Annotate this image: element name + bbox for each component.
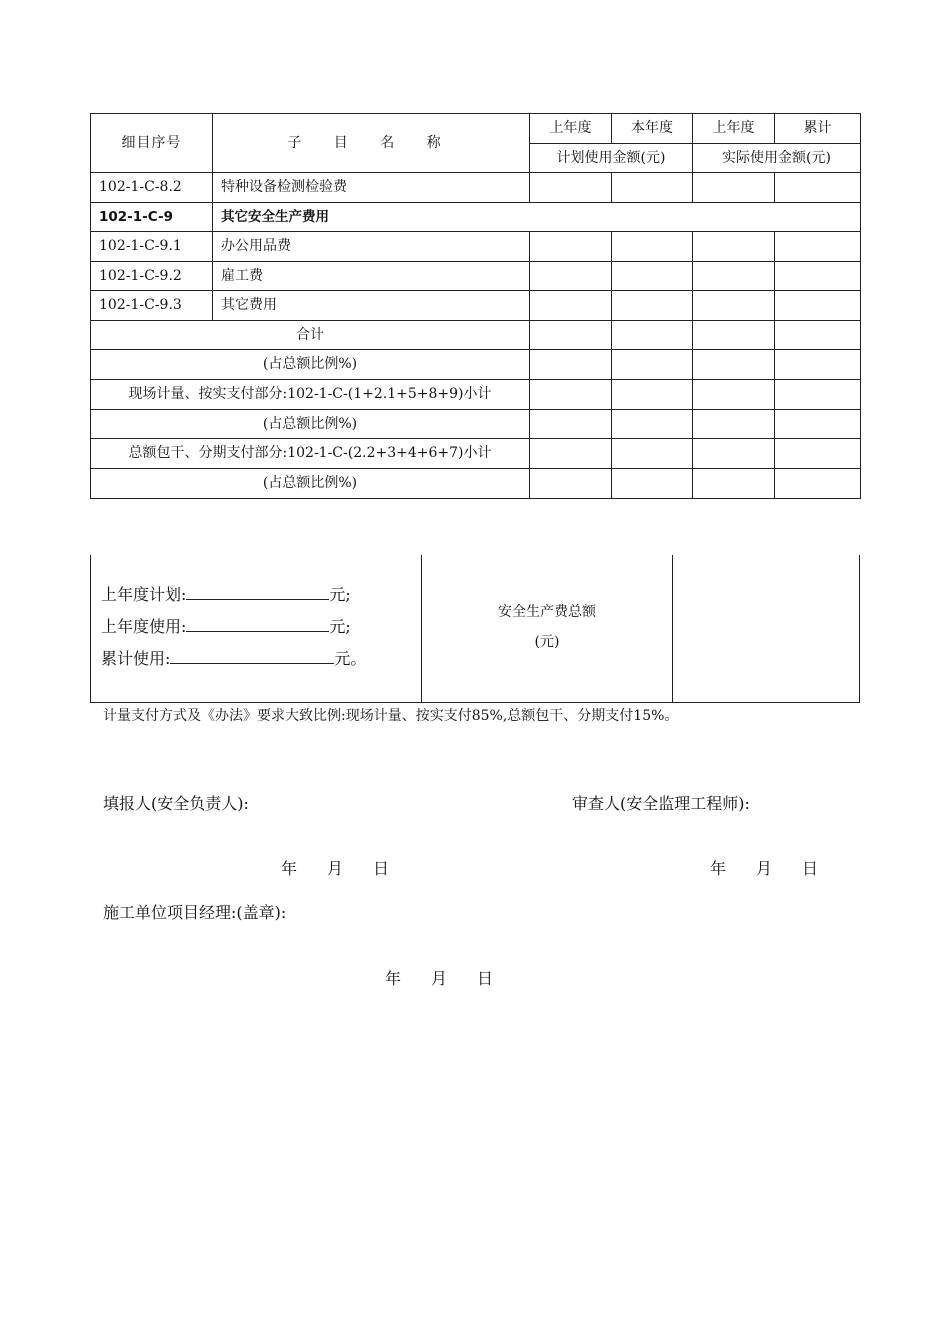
cell	[775, 439, 861, 469]
total-row	[91, 320, 861, 350]
cell	[530, 469, 612, 499]
cell	[612, 173, 693, 203]
row-code: 102-1-C-9.1	[91, 232, 213, 262]
cell	[775, 350, 861, 380]
onsite-subtotal-row	[91, 379, 861, 409]
prev-plan-line	[101, 579, 366, 611]
filler-label: 填报人(安全负责人):	[103, 794, 249, 813]
total-amount-unit: (元)	[534, 634, 560, 650]
row-code: 102-1-C-9.3	[91, 291, 213, 321]
prev-use-label: 上年度使用:	[101, 617, 187, 636]
cell	[693, 232, 775, 262]
ratio-row	[91, 409, 861, 439]
cell	[775, 261, 861, 291]
day-label: 日	[802, 859, 819, 878]
cell	[693, 379, 775, 409]
cum-use-label: 累计使用:	[101, 649, 171, 668]
cell	[530, 232, 612, 262]
lumpsum-subtotal-row	[91, 439, 861, 469]
lumpsum-subtotal-label: 总额包干、分期支付部分:102-1-C-(2.2+3+4+6+7)小计	[91, 439, 530, 469]
cell	[693, 439, 775, 469]
cell	[530, 173, 612, 203]
header-prev-year-actual: 上年度	[693, 114, 775, 144]
header-actual-amount: 实际使用金额(元)	[693, 143, 861, 173]
cell	[530, 320, 612, 350]
total-label: 合计	[91, 320, 530, 350]
cell	[693, 409, 775, 439]
header-prev-year: 上年度	[530, 114, 612, 144]
prev-plan-blank[interactable]	[186, 581, 329, 600]
header-cumulative: 累计	[775, 114, 861, 144]
day-label: 日	[477, 969, 494, 988]
cell	[530, 350, 612, 380]
table-row	[91, 232, 861, 262]
reviewer-date	[710, 856, 848, 879]
year-label: 年	[710, 859, 727, 878]
header-this-year: 本年度	[612, 114, 693, 144]
cell	[775, 379, 861, 409]
table-row	[91, 291, 861, 321]
cell	[693, 350, 775, 380]
cell	[530, 379, 612, 409]
cell	[612, 379, 693, 409]
cell	[775, 469, 861, 499]
cell	[775, 173, 861, 203]
row-name: 办公用品费	[213, 232, 530, 262]
safety-cost-table	[90, 113, 861, 499]
cell	[530, 409, 612, 439]
cell	[693, 173, 775, 203]
manager-label: 施工单位项目经理:(盖章):	[103, 903, 287, 922]
prev-use-line	[101, 611, 366, 643]
cell	[530, 291, 612, 321]
year-label: 年	[385, 969, 402, 988]
ratio-label: (占总额比例%)	[91, 469, 530, 499]
header-plan-amount: 计划使用金额(元)	[530, 143, 693, 173]
ratio-row	[91, 469, 861, 499]
cum-use-blank[interactable]	[170, 645, 334, 664]
ratio-label: (占总额比例%)	[91, 350, 530, 380]
row-name: 雇工费	[213, 261, 530, 291]
table-row	[91, 173, 861, 203]
divider	[672, 555, 673, 702]
prev-plan-label: 上年度计划:	[101, 585, 187, 604]
cell	[612, 469, 693, 499]
row-name: 特种设备检测检验费	[213, 173, 530, 203]
unit-label: 元;	[329, 585, 351, 604]
cell	[775, 409, 861, 439]
cell	[775, 232, 861, 262]
row-code: 102-1-C-9	[91, 202, 213, 232]
cell	[612, 350, 693, 380]
cell	[693, 320, 775, 350]
header-code: 细目序号	[91, 114, 213, 173]
cell	[612, 261, 693, 291]
table-row	[91, 202, 861, 232]
manager-date	[385, 966, 523, 989]
ratio-row	[91, 350, 861, 380]
prev-use-blank[interactable]	[186, 613, 329, 632]
cell	[530, 439, 612, 469]
reviewer-label: 审查人(安全监理工程师):	[572, 794, 750, 813]
table-row	[91, 261, 861, 291]
month-label: 月	[431, 969, 448, 988]
cell	[612, 409, 693, 439]
total-amount-label	[422, 597, 672, 657]
header-name: 子 目 名 称	[213, 114, 530, 173]
unit-label: 元。	[334, 649, 367, 668]
month-label: 月	[327, 859, 344, 878]
cell	[612, 439, 693, 469]
onsite-subtotal-label: 现场计量、按实支付部分:102-1-C-(1+2.1+5+8+9)小计	[91, 379, 530, 409]
year-label: 年	[281, 859, 298, 878]
cell	[612, 232, 693, 262]
cell	[693, 261, 775, 291]
row-code: 102-1-C-9.2	[91, 261, 213, 291]
cum-use-line	[101, 643, 366, 675]
filler-date	[281, 856, 419, 879]
cell	[693, 469, 775, 499]
cell	[530, 261, 612, 291]
payment-note: 计量支付方式及《办法》要求大致比例:现场计量、按实支付85%,总额包干、分期支付15%。	[103, 708, 679, 724]
total-amount-title: 安全生产费总额	[498, 604, 596, 620]
month-label: 月	[756, 859, 773, 878]
summary-box	[90, 555, 860, 703]
row-name: 其它安全生产费用	[213, 202, 861, 232]
row-code: 102-1-C-8.2	[91, 173, 213, 203]
summary-fields	[101, 579, 366, 675]
unit-label: 元;	[329, 617, 351, 636]
cell	[775, 320, 861, 350]
cell	[775, 291, 861, 321]
cell	[693, 291, 775, 321]
row-name: 其它费用	[213, 291, 530, 321]
ratio-label: (占总额比例%)	[91, 409, 530, 439]
day-label: 日	[373, 859, 390, 878]
cell	[612, 320, 693, 350]
cell	[612, 291, 693, 321]
